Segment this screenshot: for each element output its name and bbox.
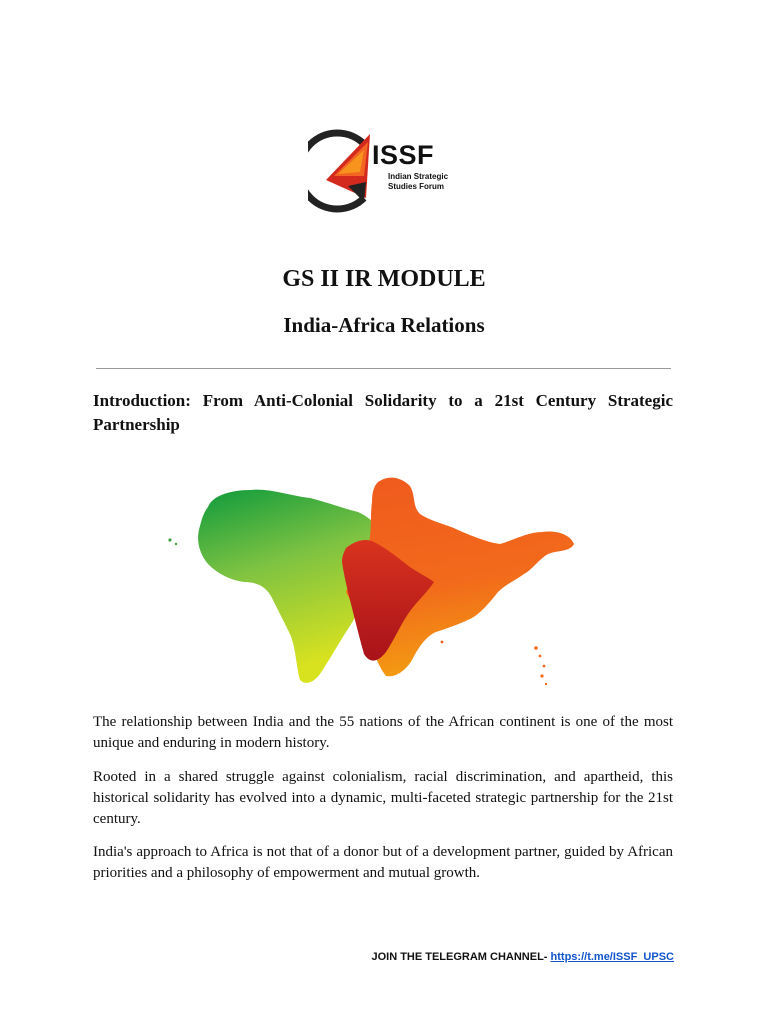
paragraph-1: The relationship between India and the 55 nations of the African continent is one of the most unique and enduring in modern history.	[93, 714, 673, 751]
paragraph-3: India's approach to Africa is not that of a donor but of a development partner, guided by African priorities and a philosophy of empowerment and mutual growth.	[93, 844, 673, 881]
logo-subtitle: Indian Strategic Studies Forum	[388, 172, 449, 191]
india-africa-map-icon	[150, 452, 620, 696]
issf-logo	[308, 124, 468, 220]
page-subtitle: India-Africa Relations	[283, 313, 485, 337]
intro-heading: Introduction: From Anti-Colonial Solidarity to a 21st Century Strategic Partnership	[93, 391, 673, 434]
logo-name: ISSF	[372, 140, 435, 170]
paragraph-2: Rooted in a shared struggle against colonialism, racial discrimination, and apartheid, this historical solidarity has evolved into a dynamic, multi-faceted strategic partnership for the 21st century.	[93, 769, 673, 827]
footer-label: JOIN THE TELEGRAM CHANNEL-	[371, 951, 551, 963]
divider	[96, 368, 671, 369]
telegram-footer	[371, 951, 674, 963]
page-title: GS II IR MODULE	[282, 266, 486, 292]
telegram-link[interactable]: https://t.me/ISSF_UPSC	[550, 951, 674, 963]
